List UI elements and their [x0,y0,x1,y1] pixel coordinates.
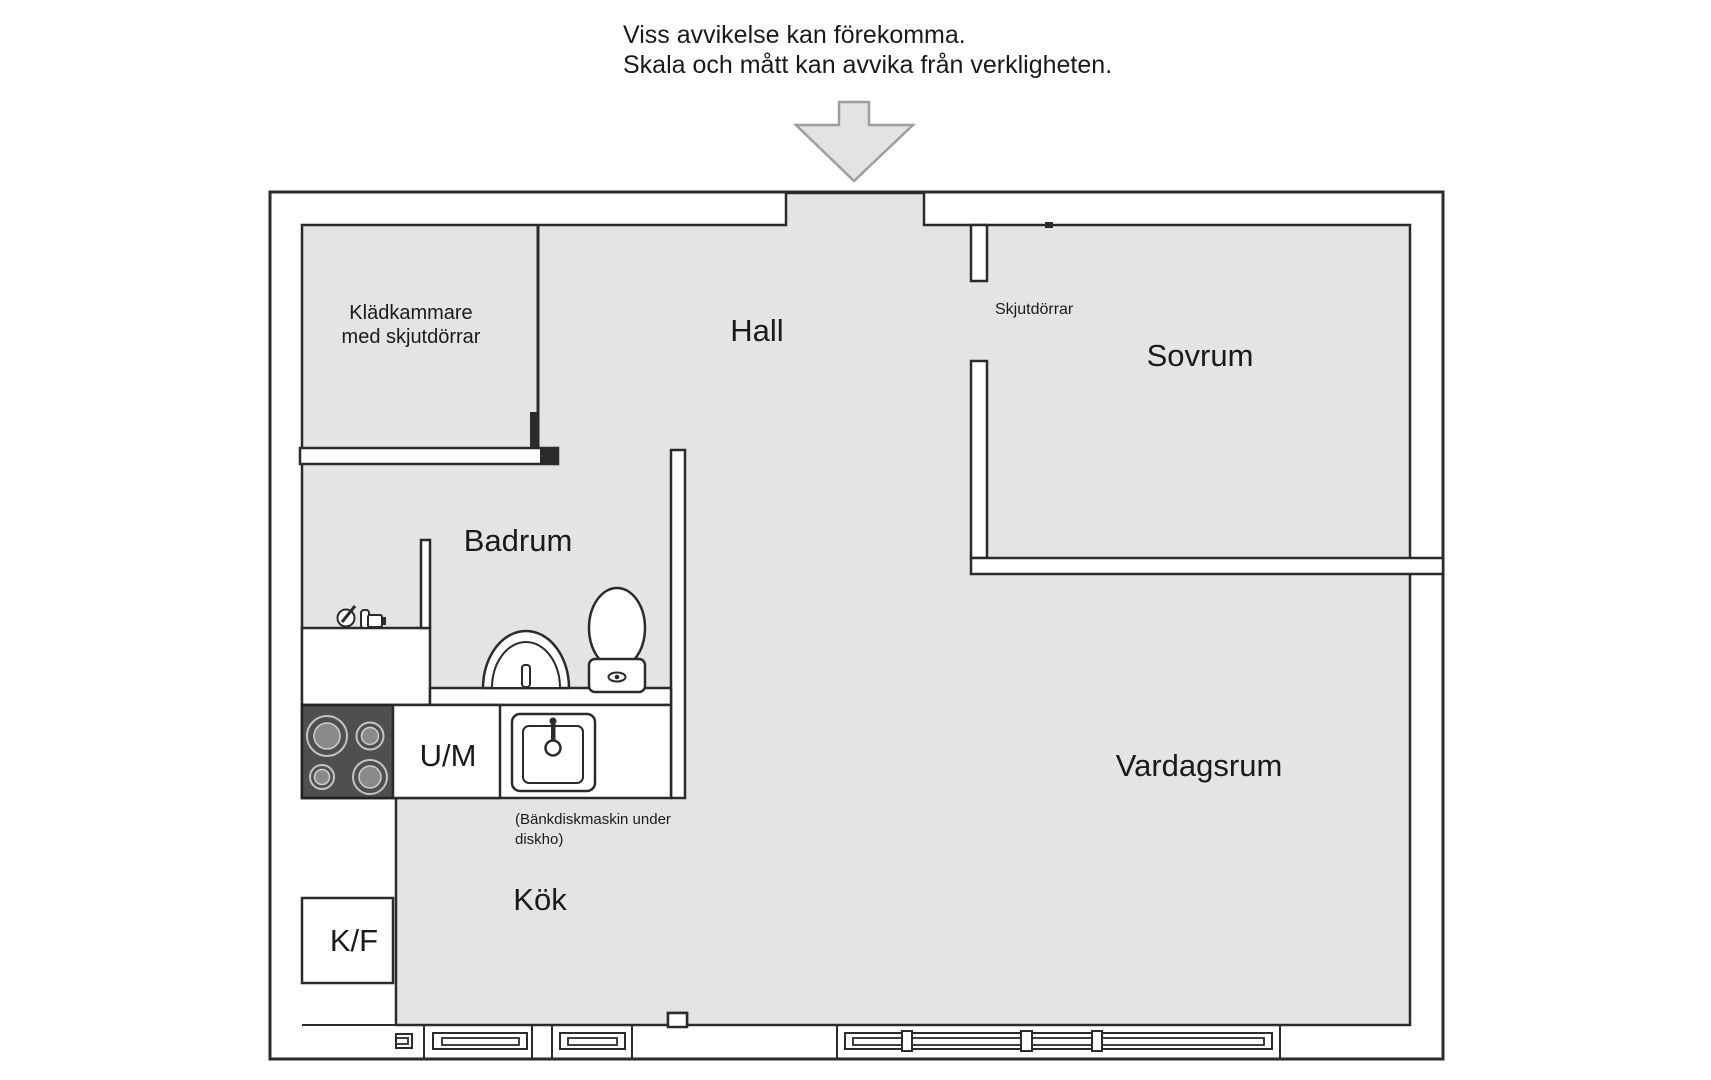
label-kf: K/F [329,923,379,958]
burner-icon [315,770,330,785]
stove-icon [302,705,393,798]
mixer-body [368,615,382,627]
window-mullion [1021,1031,1032,1051]
window-glazing [433,1033,527,1049]
shower-niche-bottom-wall [302,628,430,705]
disclaimer-text [623,21,1112,79]
label-bankdiskmaskin-line2: diskho) [515,831,564,848]
entrance-arrow-icon [796,102,913,181]
label-vardagsrum: Vardagsrum [1115,748,1283,783]
label-kok: Kök [513,882,567,917]
sink-drain [546,741,561,756]
label-hall: Hall [730,313,784,348]
toilet-icon [589,588,645,692]
label-um: U/M [419,738,477,773]
disclaimer-line-2: Skala och mått kan avvika från verkligheten. [623,51,1113,79]
label-skjutdorrar: Skjutdörrar [995,301,1074,318]
burner-icon [362,728,379,745]
burner-icon [359,766,381,788]
label-badrum: Badrum [463,523,573,558]
sovrum-wall-vent-mark [1045,222,1053,228]
sovrum-left-wall-lower [971,361,987,558]
label-kladkammare-line1: Klädkammare [349,302,473,324]
window-icon-kitchen-stub [396,1034,412,1048]
sink-icon [512,714,595,791]
disclaimer-line-1: Viss avvikelse kan förekomma. [623,21,966,49]
window-glazing [396,1034,412,1048]
label-bankdiskmaskin-line1: (Bänkdiskmaskin under [515,811,671,828]
window-glazing [560,1033,625,1049]
kok-vardagsrum-wall-stub [668,1013,687,1027]
sovrum-bottom-wall [971,558,1443,574]
mixer-cap [382,617,386,625]
washbasin-tap [522,665,530,687]
badrum-right-wall [671,450,685,798]
toilet-button-dot [615,675,620,680]
sovrum-left-wall-upper [971,225,987,281]
badrum-door-jamb [540,449,558,464]
kladkammare-sliding-door [530,412,539,448]
toilet-bowl [589,588,645,668]
badrum-half-wall [421,540,430,628]
burner-icon [314,723,340,749]
window-mullion [902,1031,912,1051]
label-kladkammare-line2: med skjutdörrar [341,326,481,348]
badrum-top-wall [300,448,558,464]
window-mullion [1092,1031,1102,1051]
label-sovrum: Sovrum [1146,338,1254,373]
kitchen-counter [302,705,671,798]
